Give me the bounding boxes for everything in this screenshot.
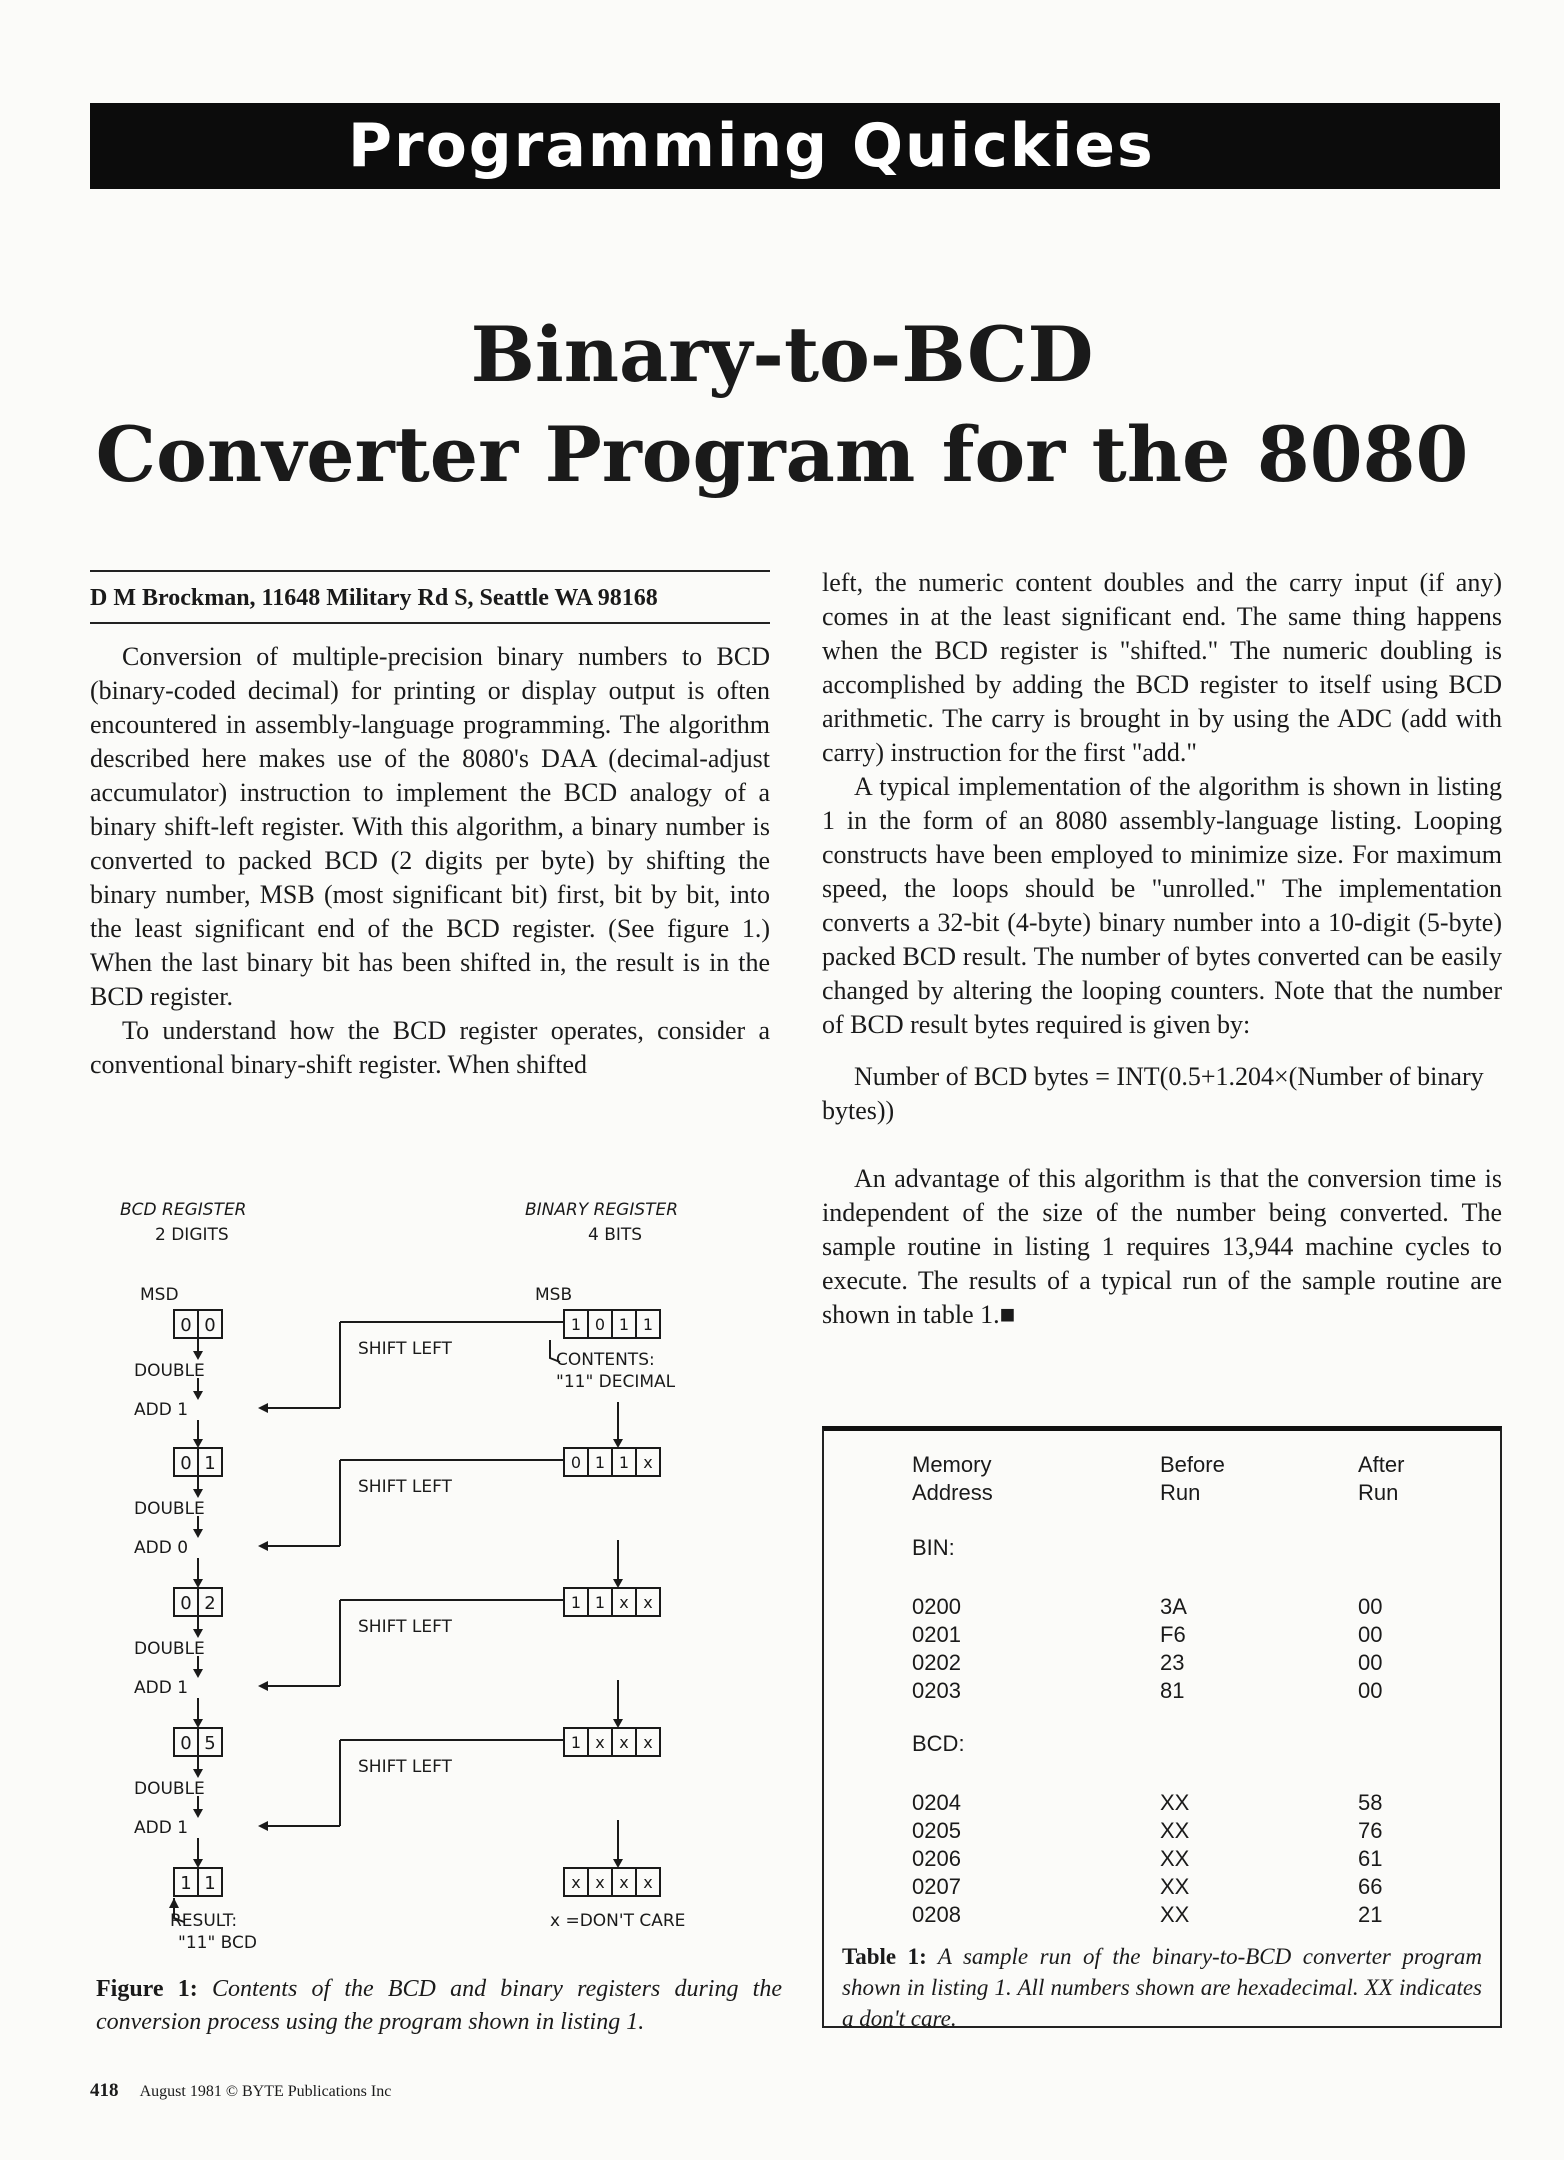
table-row <box>824 1817 1500 1845</box>
figure-caption-text: Contents of the BCD and binary registers during the conversion process using the program shown in listing 1. <box>96 1976 782 2035</box>
table-caption-label: Table 1: <box>842 1944 927 1969</box>
header-before-run <box>1160 1451 1360 1507</box>
binary-bit: 1 <box>642 1315 654 1334</box>
right-column <box>822 566 1502 1332</box>
table-row <box>824 1845 1500 1873</box>
before-cell: F6 <box>1160 1622 1186 1647</box>
binary-bit: x <box>619 1733 629 1752</box>
before-cell: XX <box>1160 1818 1190 1843</box>
after-cell: 66 <box>1358 1874 1383 1899</box>
bcd-register-title: BCD REGISTER <box>120 1200 247 1220</box>
title-line-2: Converter Program for the 8080 <box>95 410 1469 499</box>
address-cell: 0203 <box>912 1678 961 1703</box>
binary-bit: 1 <box>618 1453 630 1472</box>
shift-left-label: SHIFT LEFT <box>358 1757 452 1777</box>
double-label: DOUBLE <box>134 1499 205 1519</box>
table-1 <box>822 1426 1502 2031</box>
register-diagram <box>90 1180 790 1980</box>
binary-bit: 0 <box>594 1315 606 1334</box>
bcd-flow-arrow-head <box>193 1669 203 1678</box>
bcd-digit: 1 <box>204 1873 216 1894</box>
before-cell: XX <box>1160 1902 1190 1927</box>
shift-arrow-head <box>258 1541 268 1551</box>
bcd-register-subtitle: 2 DIGITS <box>155 1225 229 1245</box>
add-label: ADD 0 <box>134 1538 189 1558</box>
binary-bit: x <box>643 1873 653 1892</box>
bcd-digit: 1 <box>204 1453 216 1474</box>
header-line: Run <box>1358 1480 1399 1505</box>
author-rule-top <box>90 570 770 572</box>
address-cell: 0200 <box>912 1594 961 1619</box>
binary-flow-arrow-head <box>613 1439 623 1448</box>
author-byline: D M Brockman, 11648 Military Rd S, Seattle WA 98168 <box>90 585 658 611</box>
double-label: DOUBLE <box>134 1779 205 1799</box>
shift-arrow-head <box>258 1403 268 1413</box>
after-cell: 00 <box>1358 1650 1383 1675</box>
table-caption-text: A sample run of the binary-to-BCD converter program shown in listing 1. All numbers shown are hexadecimal. XX indicates a don't care. <box>842 1944 1482 2031</box>
before-cell: XX <box>1160 1846 1190 1871</box>
binary-register-title: BINARY REGISTER <box>525 1200 679 1220</box>
binary-bit: 1 <box>570 1733 582 1752</box>
binary-bit: x <box>595 1873 605 1892</box>
add-label: ADD 1 <box>134 1678 189 1698</box>
double-label: DOUBLE <box>134 1361 205 1381</box>
binary-bit: 1 <box>594 1593 606 1612</box>
header-line: Address <box>912 1480 993 1505</box>
binary-bit: 1 <box>594 1453 606 1472</box>
add-label: ADD 1 <box>134 1400 189 1420</box>
after-cell: 00 <box>1358 1622 1383 1647</box>
table-row <box>824 1677 1500 1705</box>
double-label: DOUBLE <box>134 1639 205 1659</box>
bcd-flow-arrow-head <box>193 1489 203 1498</box>
header-memory-address <box>912 1451 1112 1507</box>
table-row <box>824 1621 1500 1649</box>
bcd-flow-arrow-head <box>193 1859 203 1868</box>
table-caption <box>842 1941 1482 2034</box>
result-value: "11" BCD <box>178 1933 257 1953</box>
msb-label: MSB <box>535 1285 573 1305</box>
bcd-flow-arrow-head <box>193 1769 203 1778</box>
bcd-flow-arrow-head <box>193 1719 203 1728</box>
header-line: Memory <box>912 1452 992 1477</box>
bcd-flow-arrow-head <box>193 1579 203 1588</box>
table-row <box>824 1901 1500 1929</box>
bcd-digit: 0 <box>180 1315 192 1336</box>
bcd-digit: 1 <box>180 1873 192 1894</box>
before-cell: 23 <box>1160 1650 1185 1675</box>
bcd-flow-arrow-head <box>193 1529 203 1538</box>
result-pointer-head <box>169 1898 179 1908</box>
address-cell: 0201 <box>912 1622 961 1647</box>
binary-bit: x <box>643 1593 653 1612</box>
after-cell: 00 <box>1358 1678 1383 1703</box>
shift-arrow-head <box>258 1821 268 1831</box>
paragraph: To understand how the BCD register operates, consider a conventional binary-shift register. When shifted <box>90 1016 770 1079</box>
shift-arrow-head <box>258 1681 268 1691</box>
dont-care-legend: x =DON'T CARE <box>550 1911 686 1931</box>
after-cell: 61 <box>1358 1846 1383 1871</box>
page-footer <box>90 2080 391 2102</box>
title-line-1: Binary-to-BCD <box>470 310 1094 399</box>
table-row <box>824 1873 1500 1901</box>
binary-bit: 1 <box>570 1315 582 1334</box>
table-row <box>824 1789 1500 1817</box>
author-rule-bottom <box>90 622 770 624</box>
msd-label: MSD <box>140 1285 179 1305</box>
result-label: RESULT: <box>170 1911 238 1931</box>
shift-left-label: SHIFT LEFT <box>358 1477 452 1497</box>
bcd-flow-arrow-head <box>193 1351 203 1360</box>
figure-caption-label: Figure 1: <box>96 1976 198 2002</box>
after-cell: 76 <box>1358 1818 1383 1843</box>
add-label: ADD 1 <box>134 1818 189 1838</box>
binary-bit: 0 <box>570 1453 582 1472</box>
bcd-digit: 0 <box>180 1593 192 1614</box>
page-number: 418 <box>90 2080 119 2101</box>
binary-bit: x <box>643 1453 653 1472</box>
formula: Number of BCD bytes = INT(0.5+1.204×(Number of binary bytes)) <box>822 1062 1484 1125</box>
table-row <box>824 1649 1500 1677</box>
contents-value: "11" DECIMAL <box>556 1372 676 1392</box>
left-column <box>90 640 770 1082</box>
binary-bit: x <box>619 1873 629 1892</box>
header-after-run <box>1358 1451 1558 1507</box>
bcd-section-label: BCD: <box>912 1731 965 1756</box>
address-cell: 0206 <box>912 1846 961 1871</box>
paragraph: An advantage of this algorithm is that the conversion time is independent of the size of the number being converted. The sample routine in listing 1 requires 13,944 machine cycles to execute. The results of a typical run of the sample routine are shown in table 1.■ <box>822 1164 1502 1329</box>
header-line: Before <box>1160 1452 1225 1477</box>
footer-text: August 1981 © BYTE Publications Inc <box>139 2083 392 2100</box>
bcd-flow-arrow-head <box>193 1629 203 1638</box>
bcd-flow-arrow-head <box>193 1809 203 1818</box>
bcd-digit: 0 <box>204 1315 216 1336</box>
binary-bit: 1 <box>570 1593 582 1612</box>
paragraph: Conversion of multiple-precision binary numbers to BCD (binary-coded decimal) for printing or display output is often encountered in assembly-language programming. The algorithm described here makes use of the 8080's DAA (decimal-adjust accumulator) instruction to implement the BCD analogy of a binary shift-left register. With this algorithm, a binary number is converted to packed BCD (2 digits per byte) by shifting the binary number, MSB (most significant bit) first, bit by bit, into the least significant end of the BCD register. (See figure 1.) When the last binary bit has been shifted in, the result is in the BCD register. <box>90 642 770 1011</box>
before-cell: 3A <box>1160 1594 1187 1619</box>
figure-1 <box>90 1180 790 1980</box>
binary-flow-arrow-head <box>613 1579 623 1588</box>
contents-label: CONTENTS: <box>556 1350 655 1370</box>
after-cell: 00 <box>1358 1594 1383 1619</box>
binary-bit: x <box>619 1593 629 1612</box>
bcd-digit: 2 <box>204 1593 216 1614</box>
figure-caption <box>96 1973 782 2039</box>
binary-register-subtitle: 4 BITS <box>588 1225 643 1245</box>
binary-bit: x <box>643 1733 653 1752</box>
address-cell: 0205 <box>912 1818 961 1843</box>
bcd-digit: 5 <box>204 1733 216 1754</box>
article-title <box>0 305 1564 505</box>
section-banner: Programming Quickies <box>90 103 1500 189</box>
binary-bit: 1 <box>618 1315 630 1334</box>
address-cell: 0204 <box>912 1790 961 1815</box>
after-cell: 58 <box>1358 1790 1383 1815</box>
bcd-digit: 0 <box>180 1453 192 1474</box>
binary-flow-arrow-head <box>613 1719 623 1728</box>
table-row <box>824 1593 1500 1621</box>
bcd-flow-arrow-head <box>193 1391 203 1400</box>
address-cell: 0207 <box>912 1874 961 1899</box>
after-cell: 21 <box>1358 1902 1383 1927</box>
before-cell: XX <box>1160 1874 1190 1899</box>
bin-section-label: BIN: <box>912 1535 955 1560</box>
paragraph: A typical implementation of the algorithm is shown in listing 1 in the form of an 8080 assembly-language listing. Looping constructs have been employed to minimize size. For maximum speed, the loops should be "unrolled." The implementation converts a 32-bit (4-byte) binary number into a 10-digit (5-byte) packed BCD result. The number of bytes converted can be easily changed by altering the looping counters. Note that the number of BCD result bytes required is given by: <box>822 772 1502 1039</box>
address-cell: 0202 <box>912 1650 961 1675</box>
bcd-flow-arrow-head <box>193 1439 203 1448</box>
shift-left-label: SHIFT LEFT <box>358 1339 452 1359</box>
before-cell: 81 <box>1160 1678 1185 1703</box>
binary-bit: x <box>571 1873 581 1892</box>
header-line: Run <box>1160 1480 1201 1505</box>
bcd-digit: 0 <box>180 1733 192 1754</box>
address-cell: 0208 <box>912 1902 961 1927</box>
binary-bit: x <box>595 1733 605 1752</box>
binary-flow-arrow-head <box>613 1859 623 1868</box>
header-line: After <box>1358 1452 1405 1477</box>
shift-left-label: SHIFT LEFT <box>358 1617 452 1637</box>
before-cell: XX <box>1160 1790 1190 1815</box>
paragraph: left, the numeric content doubles and the carry input (if any) comes in at the least significant end. The same thing happens when the BCD register is "shifted." The numeric doubling is accomplished by adding the BCD register to itself using BCD arithmetic. The carry is brought in by using the ADC (add with carry) instruction for the first "add." <box>822 568 1502 767</box>
